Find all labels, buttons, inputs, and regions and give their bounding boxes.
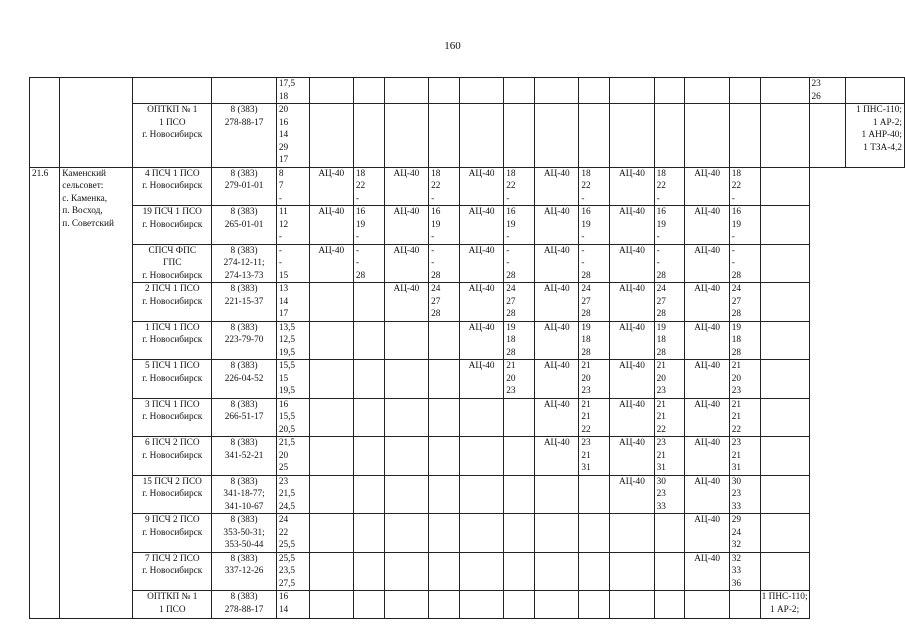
table-cell: 24 27 28 (729, 283, 760, 322)
table-cell (353, 437, 384, 476)
table-cell: АЦ-40 (535, 244, 579, 283)
table-cell: АЦ-40 (459, 360, 503, 399)
table-cell: 8 (383) 226-04-52 (212, 360, 276, 399)
table-cell (459, 104, 503, 168)
table-cell (459, 78, 503, 104)
table-row (30, 104, 905, 168)
table-cell (353, 552, 384, 591)
table-cell: 13 14 17 (276, 283, 309, 322)
table-cell (760, 475, 809, 514)
table-cell: АЦ-40 (610, 244, 654, 283)
table-cell (845, 78, 904, 104)
table-row (30, 167, 905, 206)
table-cell: АЦ-40 (685, 244, 729, 283)
table-row (30, 398, 905, 437)
table-cell (429, 104, 460, 168)
table-cell: АЦ-40 (535, 321, 579, 360)
table-cell (309, 514, 353, 553)
table-cell (535, 104, 579, 168)
table-cell (353, 104, 384, 168)
table-cell: АЦ-40 (685, 552, 729, 591)
table-cell: АЦ-40 (685, 398, 729, 437)
table-cell: ОПТКП № 1 1 ПСО г. Новосибирск (133, 104, 212, 168)
table-cell (384, 321, 428, 360)
table-cell (60, 78, 133, 168)
table-cell: АЦ-40 (384, 206, 428, 245)
table-cell: 24 27 28 (579, 283, 610, 322)
table-cell (384, 514, 428, 553)
table-cell: 16 14 (276, 591, 309, 619)
table-cell (459, 398, 503, 437)
table-cell: 24 27 28 (654, 283, 685, 322)
table-cell: 30 23 33 (654, 475, 685, 514)
table-cell (760, 514, 809, 553)
table-cell (459, 475, 503, 514)
table-cell: АЦ-40 (685, 206, 729, 245)
table-cell (760, 206, 809, 245)
table-cell: 16 19 - (353, 206, 384, 245)
table-cell (760, 283, 809, 322)
table-cell: АЦ-40 (685, 167, 729, 206)
table-row (30, 321, 905, 360)
table-cell: 8 (383) 278-88-17 (212, 591, 276, 619)
table-cell: 21 20 23 (729, 360, 760, 399)
table-cell (429, 514, 460, 553)
table-cell (309, 321, 353, 360)
table-cell (30, 78, 60, 168)
table-cell (760, 552, 809, 591)
table-cell: 24 27 28 (504, 283, 535, 322)
table-cell: Каменский сельсовет: с. Каменка, п. Восход, п. Советский (60, 167, 133, 619)
table-cell (353, 360, 384, 399)
table-cell: 16 19 - (729, 206, 760, 245)
table-cell: 15 ПСЧ 2 ПСО г. Новосибирск (133, 475, 212, 514)
table-cell (429, 360, 460, 399)
table-body (30, 78, 905, 619)
table-cell: 21 20 23 (654, 360, 685, 399)
table-cell: 6 ПСЧ 2 ПСО г. Новосибирск (133, 437, 212, 476)
table-cell (504, 475, 535, 514)
table-cell: 21 20 23 (579, 360, 610, 399)
table-cell (212, 78, 276, 104)
table-cell (504, 514, 535, 553)
table-cell (760, 437, 809, 476)
table-cell: 18 22 - (579, 167, 610, 206)
table-row (30, 283, 905, 322)
table-cell: 21,5 20 25 (276, 437, 309, 476)
table-cell: 4 ПСЧ 1 ПСО г. Новосибирск (133, 167, 212, 206)
table-row (30, 475, 905, 514)
table-cell: АЦ-40 (384, 283, 428, 322)
table-cell (429, 437, 460, 476)
table-cell (504, 437, 535, 476)
table-cell (579, 552, 610, 591)
table-cell: - - 28 (654, 244, 685, 283)
table-row (30, 591, 905, 619)
table-cell: АЦ-40 (685, 321, 729, 360)
table-cell (429, 475, 460, 514)
table-cell: 16 19 - (429, 206, 460, 245)
table-cell (133, 78, 212, 104)
table-cell: 11 12 - (276, 206, 309, 245)
table-cell (729, 78, 760, 104)
table-row (30, 360, 905, 399)
table-cell: 23 26 (809, 78, 845, 104)
table-cell: АЦ-40 (384, 244, 428, 283)
table-cell (654, 514, 685, 553)
table-cell (459, 591, 503, 619)
table-cell: 8 (383) 341-52-21 (212, 437, 276, 476)
table-row (30, 514, 905, 553)
table-cell: АЦ-40 (535, 398, 579, 437)
table-cell: 18 22 - (429, 167, 460, 206)
table-cell (429, 321, 460, 360)
table-cell (459, 437, 503, 476)
table-cell: 1 ПНС-110; 1 АР-2; (760, 591, 809, 619)
table-cell (429, 78, 460, 104)
table-cell (384, 398, 428, 437)
table-cell (579, 78, 610, 104)
table-cell (685, 591, 729, 619)
table-cell: 7 ПСЧ 2 ПСО г. Новосибирск (133, 552, 212, 591)
table-row (30, 552, 905, 591)
table-cell (459, 514, 503, 553)
table-cell (760, 104, 809, 168)
table-cell: АЦ-40 (685, 283, 729, 322)
table-cell (760, 244, 809, 283)
table-cell (504, 552, 535, 591)
table-cell: 15,5 15 19,5 (276, 360, 309, 399)
table-cell: АЦ-40 (610, 360, 654, 399)
table-cell: 29 24 32 (729, 514, 760, 553)
table-cell: 18 22 - (353, 167, 384, 206)
table-cell (654, 552, 685, 591)
table-cell: 8 (383) 279-01-01 (212, 167, 276, 206)
table-cell: АЦ-40 (535, 437, 579, 476)
table-cell (610, 552, 654, 591)
table-cell: АЦ-40 (309, 167, 353, 206)
table-cell: 25,5 23,5 27,5 (276, 552, 309, 591)
table-cell (504, 78, 535, 104)
table-cell (384, 78, 428, 104)
table-cell (760, 398, 809, 437)
table-cell: 19 18 28 (579, 321, 610, 360)
table-cell (353, 514, 384, 553)
table-cell: 8 (383) 341-18-77; 341-10-67 (212, 475, 276, 514)
table-cell (760, 78, 809, 104)
table-cell: 13,5 12,5 19,5 (276, 321, 309, 360)
table-cell (384, 437, 428, 476)
table-cell: 24 27 28 (429, 283, 460, 322)
table-cell: 8 (383) 265-01-01 (212, 206, 276, 245)
table-cell (504, 398, 535, 437)
table-cell: 3 ПСЧ 1 ПСО г. Новосибирск (133, 398, 212, 437)
table-cell (579, 514, 610, 553)
table-cell (579, 475, 610, 514)
table-cell: 30 23 33 (729, 475, 760, 514)
table-cell: СПСЧ ФПС ГПС г. Новосибирск (133, 244, 212, 283)
table-cell (309, 283, 353, 322)
table-row (30, 78, 905, 104)
table-cell (610, 514, 654, 553)
table-cell (429, 552, 460, 591)
stations-table (29, 77, 905, 619)
table-cell: АЦ-40 (610, 206, 654, 245)
table-cell: АЦ-40 (535, 283, 579, 322)
table-cell (535, 514, 579, 553)
table-cell (654, 78, 685, 104)
table-cell: АЦ-40 (610, 437, 654, 476)
table-cell: АЦ-40 (459, 244, 503, 283)
table-cell: 20 16 14 29 17 (276, 104, 309, 168)
table-cell (729, 104, 760, 168)
table-cell (760, 321, 809, 360)
table-cell: 18 22 - (729, 167, 760, 206)
table-cell: 9 ПСЧ 2 ПСО г. Новосибирск (133, 514, 212, 553)
table-cell: АЦ-40 (309, 206, 353, 245)
table-cell: 8 7 - (276, 167, 309, 206)
table-cell (729, 591, 760, 619)
table-cell: 23 21 31 (654, 437, 685, 476)
table-cell: АЦ-40 (685, 475, 729, 514)
table-cell: 16 19 - (579, 206, 610, 245)
table-cell: - - 28 (504, 244, 535, 283)
table-cell (384, 475, 428, 514)
table-cell: 19 ПСЧ 1 ПСО г. Новосибирск (133, 206, 212, 245)
table-cell (309, 360, 353, 399)
table-cell: АЦ-40 (535, 360, 579, 399)
table-cell (685, 104, 729, 168)
table-cell (353, 283, 384, 322)
table-cell (760, 360, 809, 399)
table-cell: 18 22 - (654, 167, 685, 206)
table-cell: 21 21 22 (654, 398, 685, 437)
table-cell (610, 591, 654, 619)
table-cell: 16 19 - (504, 206, 535, 245)
table-cell: 18 22 - (504, 167, 535, 206)
table-cell: 32 33 36 (729, 552, 760, 591)
table-cell (610, 78, 654, 104)
table-cell: - - 28 (353, 244, 384, 283)
table-cell: 2 ПСЧ 1 ПСО г. Новосибирск (133, 283, 212, 322)
table-cell (309, 475, 353, 514)
table-cell: АЦ-40 (309, 244, 353, 283)
table-cell: 16 15,5 20,5 (276, 398, 309, 437)
table-cell: 21 21 22 (729, 398, 760, 437)
table-cell: 8 (383) 278-88-17 (212, 104, 276, 168)
table-row (30, 206, 905, 245)
table-cell: 19 18 28 (729, 321, 760, 360)
table-cell (309, 591, 353, 619)
table-cell: - - 28 (429, 244, 460, 283)
table-cell: 23 21 31 (579, 437, 610, 476)
table-cell: - - 28 (579, 244, 610, 283)
table-cell: 21 21 22 (579, 398, 610, 437)
table-cell (504, 591, 535, 619)
table-cell: АЦ-40 (685, 514, 729, 553)
page-number: 160 (444, 40, 461, 52)
table-cell (384, 104, 428, 168)
table-cell (535, 591, 579, 619)
table-cell (429, 398, 460, 437)
table-cell: 21 20 23 (504, 360, 535, 399)
table-cell: АЦ-40 (535, 206, 579, 245)
table-cell: 24 22 25,5 (276, 514, 309, 553)
table-cell (309, 104, 353, 168)
table-cell (535, 475, 579, 514)
table-cell (685, 78, 729, 104)
table-cell: 8 (383) 274-12-11; 274-13-73 (212, 244, 276, 283)
table-cell: АЦ-40 (459, 321, 503, 360)
table-cell (579, 104, 610, 168)
table-cell (809, 104, 845, 168)
table-cell (654, 104, 685, 168)
table-cell (429, 591, 460, 619)
table-cell: АЦ-40 (535, 167, 579, 206)
table-cell: АЦ-40 (384, 167, 428, 206)
table-cell: АЦ-40 (459, 206, 503, 245)
table-cell: 8 (383) 221-15-37 (212, 283, 276, 322)
table-cell: 23 21 31 (729, 437, 760, 476)
table-cell: - - 15 (276, 244, 309, 283)
table-cell (353, 78, 384, 104)
table-cell: АЦ-40 (610, 321, 654, 360)
table-cell: АЦ-40 (610, 398, 654, 437)
table-cell: АЦ-40 (459, 283, 503, 322)
table-cell (535, 552, 579, 591)
table-cell (384, 360, 428, 399)
table-cell (309, 78, 353, 104)
table-row (30, 437, 905, 476)
table-cell: 1 ПНС-110; 1 АР-2; 1 АНР-40; 1 ТЗА-4,2 (845, 104, 904, 168)
table-cell: 23 21,5 24,5 (276, 475, 309, 514)
table-cell: ОПТКП № 1 1 ПСО (133, 591, 212, 619)
table-cell (760, 167, 809, 206)
table-cell: АЦ-40 (459, 167, 503, 206)
table-cell: - - 28 (729, 244, 760, 283)
table-cell: 17,5 18 (276, 78, 309, 104)
table-cell (353, 475, 384, 514)
table-cell: 21.6 (30, 167, 60, 619)
table-cell: АЦ-40 (610, 167, 654, 206)
table-cell (309, 398, 353, 437)
table-cell (384, 591, 428, 619)
table-cell (535, 78, 579, 104)
table-cell: 19 18 28 (654, 321, 685, 360)
table-cell (384, 552, 428, 591)
table-cell (353, 321, 384, 360)
table-cell (579, 591, 610, 619)
table-cell (309, 437, 353, 476)
table-cell (504, 104, 535, 168)
table-cell (353, 591, 384, 619)
table-cell (610, 104, 654, 168)
table-cell: АЦ-40 (685, 437, 729, 476)
table-cell: АЦ-40 (685, 360, 729, 399)
table-cell: АЦ-40 (610, 283, 654, 322)
table-cell: 8 (383) 223-79-70 (212, 321, 276, 360)
table-cell: 16 19 - (654, 206, 685, 245)
table-cell: 19 18 28 (504, 321, 535, 360)
table-cell: АЦ-40 (610, 475, 654, 514)
table-cell (459, 552, 503, 591)
table-cell: 5 ПСЧ 1 ПСО г. Новосибирск (133, 360, 212, 399)
table-cell (654, 591, 685, 619)
table-cell: 8 (383) 337-12-26 (212, 552, 276, 591)
table-cell: 8 (383) 353-50-31; 353-50-44 (212, 514, 276, 553)
table-cell: 1 ПСЧ 1 ПСО г. Новосибирск (133, 321, 212, 360)
table-cell: 8 (383) 266-51-17 (212, 398, 276, 437)
table-row (30, 244, 905, 283)
table-cell (353, 398, 384, 437)
table-cell (309, 552, 353, 591)
